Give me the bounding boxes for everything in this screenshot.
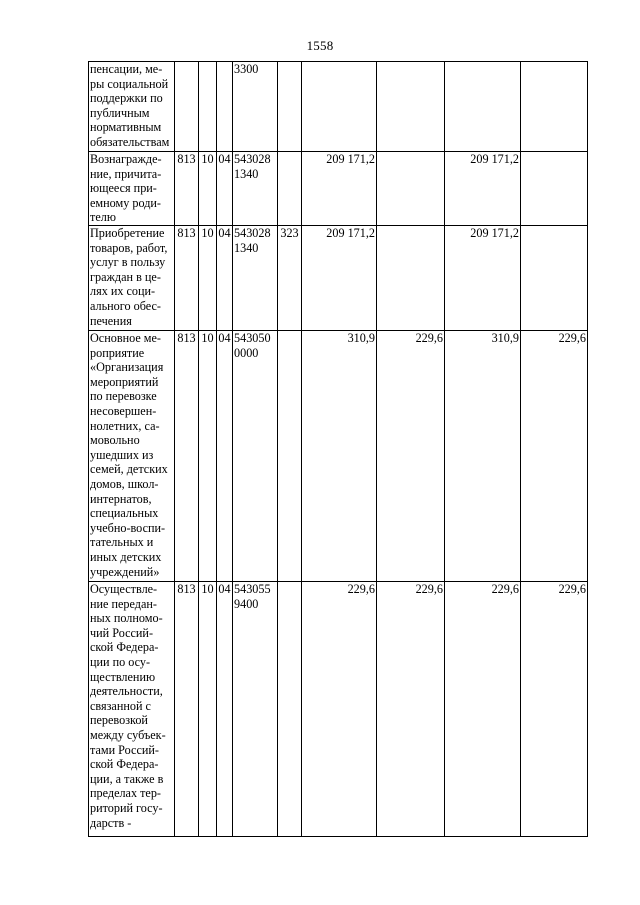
row-name-cell [89, 331, 175, 582]
sum-year1-cell: 209 171,2 [302, 152, 377, 226]
row-name-line: пенсации, ме- [90, 62, 163, 76]
row-name-line: связанной с [90, 698, 151, 713]
budget-table [88, 61, 588, 837]
row-name-line: интернатов, [90, 491, 152, 506]
section-code-cell: 10 [199, 331, 217, 582]
row-name-line: ры социальной [90, 76, 169, 91]
section-code-cell [199, 62, 217, 152]
row-name-line: чий Россий- [90, 625, 154, 640]
expense-type-cell: 323 [278, 226, 302, 331]
subvention-year2-cell: 229,6 [521, 582, 588, 837]
row-name-cell [89, 582, 175, 837]
table-body [89, 62, 588, 837]
row-name-line: пределах тер- [90, 786, 161, 801]
subvention-year1-cell [377, 152, 445, 226]
subvention-year1-cell [377, 226, 445, 331]
row-name-line: ушедших из [90, 447, 154, 462]
grbs-code-cell: 813 [175, 582, 199, 837]
row-name-line: нормативным [90, 120, 162, 135]
section-code-cell: 10 [199, 582, 217, 837]
sum-year2-cell: 209 171,2 [445, 152, 521, 226]
row-name-line: дарств - [90, 815, 132, 830]
target-article-cell: 543028 1340 [233, 226, 278, 331]
expense-type-cell [278, 152, 302, 226]
section-code-cell: 10 [199, 152, 217, 226]
subsection-code-cell [217, 62, 233, 152]
subsection-code-cell: 04 [217, 331, 233, 582]
row-name-cell [89, 226, 175, 331]
row-name-line: по перевозке [90, 389, 157, 404]
row-name-line: ального обес- [90, 298, 161, 313]
row-name-cell [89, 152, 175, 226]
subsection-code-cell: 04 [217, 226, 233, 331]
row-name-line: ние, причита- [90, 166, 162, 181]
target-article-cell: 543050 0000 [233, 331, 278, 582]
sum-year1-cell: 229,6 [302, 582, 377, 837]
row-name-line: емному роди- [90, 195, 161, 210]
sum-year1-cell: 209 171,2 [302, 226, 377, 331]
target-article-cell: 543055 9400 [233, 582, 278, 837]
row-name-line: ществлению [90, 669, 156, 684]
row-name-line: товаров, работ, [90, 240, 168, 255]
row-name-line: телю [90, 210, 116, 225]
row-name-line: Приобретение [90, 226, 165, 240]
row-name-line: учреждений» [90, 564, 160, 579]
row-name-line: мовольно [90, 433, 140, 448]
section-code-cell: 10 [199, 226, 217, 331]
row-name-line: услуг в пользу [90, 255, 166, 270]
row-name-line: «Организация [90, 360, 164, 375]
row-name-line: специальных [90, 506, 159, 521]
page-number: 1558 [306, 38, 334, 53]
row-name-line: иных детских [90, 549, 162, 564]
row-name-line: ской Федера- [90, 757, 159, 772]
row-name-line: публичным [90, 105, 150, 120]
row-name-line: нолетних, са- [90, 418, 160, 433]
row-name-line: несовершен- [90, 403, 157, 418]
row-name-line: домов, школ- [90, 476, 159, 491]
row-name-line: поддержки по [90, 91, 163, 106]
row-name-line: перевозкой [90, 713, 148, 728]
subvention-year1-cell: 229,6 [377, 582, 445, 837]
row-name-line: тательных и [90, 535, 154, 550]
subvention-year1-cell: 229,6 [377, 331, 445, 582]
row-name-line: ющееся при- [90, 181, 157, 196]
subvention-year2-cell: 229,6 [521, 331, 588, 582]
row-name-line: Осуществле- [90, 582, 158, 596]
expense-type-cell [278, 62, 302, 152]
sum-year2-cell: 310,9 [445, 331, 521, 582]
row-name-line: печения [90, 313, 132, 328]
sum-year2-cell [445, 62, 521, 152]
grbs-code-cell [175, 62, 199, 152]
row-name-line: ние передан- [90, 596, 157, 611]
row-name-line: деятельности, [90, 684, 163, 699]
row-name-line: ных полномо- [90, 611, 163, 626]
row-name-line: роприятие [90, 345, 145, 360]
table-row [89, 152, 588, 226]
subsection-code-cell: 04 [217, 582, 233, 837]
row-name-line: граждан в це- [90, 269, 161, 284]
row-name-line: ской Федера- [90, 640, 159, 655]
sum-year2-cell: 209 171,2 [445, 226, 521, 331]
subvention-year1-cell [377, 62, 445, 152]
subvention-year2-cell [521, 226, 588, 331]
grbs-code-cell: 813 [175, 226, 199, 331]
subsection-code-cell: 04 [217, 152, 233, 226]
row-name-line: риторий госу- [90, 800, 163, 815]
row-name-line: между субъек- [90, 727, 166, 742]
table-row [89, 331, 588, 582]
row-name-cell [89, 62, 175, 152]
subvention-year2-cell [521, 152, 588, 226]
row-name-line: ции, а также в [90, 771, 164, 786]
table-row [89, 582, 588, 837]
row-name-line: семей, детских [90, 462, 168, 477]
row-name-line: ции по осу- [90, 654, 151, 669]
grbs-code-cell: 813 [175, 152, 199, 226]
row-name-line: тами Россий- [90, 742, 159, 757]
row-name-line: учебно-воспи- [90, 520, 166, 535]
sum-year1-cell: 310,9 [302, 331, 377, 582]
row-name-line: Вознагражде- [90, 152, 162, 166]
target-article-cell: 543028 1340 [233, 152, 278, 226]
row-name-line: обязательствам [90, 134, 170, 149]
sum-year1-cell [302, 62, 377, 152]
row-name-line: Основное ме- [90, 331, 161, 345]
subvention-year2-cell [521, 62, 588, 152]
target-article-cell: 3300 [233, 62, 278, 152]
row-name-line: лях их соци- [90, 284, 156, 299]
expense-type-cell [278, 582, 302, 837]
row-name-line: мероприятий [90, 374, 159, 389]
table-row [89, 62, 588, 152]
table-row [89, 226, 588, 331]
grbs-code-cell: 813 [175, 331, 199, 582]
expense-type-cell [278, 331, 302, 582]
sum-year2-cell: 229,6 [445, 582, 521, 837]
